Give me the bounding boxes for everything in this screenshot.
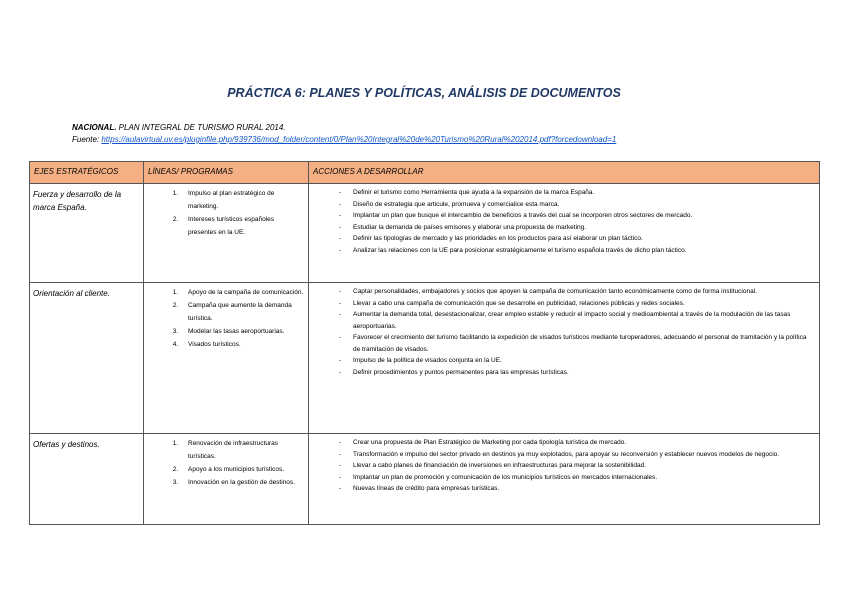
accion-item: - Captar personalidades, embajadores y socios que apoyen la campaña de comunicación tanto económicamente como de forma institucional. xyxy=(339,286,815,298)
acciones-cell xyxy=(309,434,820,525)
table-header-row xyxy=(30,162,820,184)
accion-item: - Impulso de la política de visados conjunta en la UE. xyxy=(339,355,815,367)
programa-item: 1. Impulso al plan estratégico de marketing. xyxy=(180,187,304,213)
programa-item: 1. Apoyo de la campaña de comunicación. xyxy=(180,286,304,299)
programas-list xyxy=(144,286,304,351)
eje-cell: Orientación al cliente. xyxy=(30,283,144,434)
acciones-cell xyxy=(309,184,820,283)
programa-item: 4. Visados turísticos. xyxy=(180,338,304,351)
header-lineas: LÍNEAS/ PROGRAMAS xyxy=(144,162,309,184)
acciones-list xyxy=(309,286,815,378)
programas-cell xyxy=(144,184,309,283)
source-line xyxy=(72,134,616,146)
accion-item: - Llevar a cabo planes de financiación de inversiones en infraestructuras para mejorar la sostenibilidad. xyxy=(339,460,815,472)
accion-item: - Llevar a cabo una campaña de comunicación que se desarrolle en publicidad, relaciones públicas y redes sociales. xyxy=(339,298,815,310)
source-link[interactable]: https://aulavirtual.uv.es/pluginfile.php/939736/mod_folder/content/0/Plan%20Integral%20de%20Turismo%20Rural%202014.pdf?forcedownload=1 xyxy=(101,135,617,144)
accion-item: - Implantar un plan que busque el intercambio de beneficios a través del cual se incorporen otros sectores de mercado. xyxy=(339,210,815,222)
fuente-label: Fuente: xyxy=(72,135,102,144)
programa-item: 2. Apoyo a los municipios turísticos. xyxy=(180,463,304,476)
accion-item: - Nuevas líneas de crédito para empresas turísticas. xyxy=(339,483,815,495)
plan-title: PLAN INTEGRAL DE TURISMO RURAL 2014. xyxy=(116,123,286,132)
eje-cell: Fuerza y desarrollo de la marca España. xyxy=(30,184,144,283)
strategy-table xyxy=(29,161,820,525)
programa-item: 1. Renovación de infraestructuras turísticas. xyxy=(180,437,304,463)
accion-item: - Diseño de estrategia que articule, promueva y comercialice esta marca. xyxy=(339,199,815,211)
accion-item: - Definir las tipologías de mercado y las prioridades en los productos para así elaborar un plan táctico. xyxy=(339,233,815,245)
accion-item: - Transformación e impulso del sector privado en destinos ya muy explotados, para apoyar su reconversión y establecer nuevos modelos de negocio. xyxy=(339,449,815,461)
eje-cell: Ofertas y destinos. xyxy=(30,434,144,525)
table-row xyxy=(30,283,820,434)
accion-item: - Estudiar la demanda de países emisores y elaborar una propuesta de marketing. xyxy=(339,222,815,234)
accion-item: - Definir procedimientos y puntos permanentes para las empresas turísticas. xyxy=(339,367,815,379)
acciones-cell xyxy=(309,283,820,434)
accion-item: - Analizar las relaciones con la UE para posicionar estratégicamente el turismo española través de dicho plan táctico. xyxy=(339,245,815,257)
programas-cell xyxy=(144,434,309,525)
document-title: PRÁCTICA 6: PLANES Y POLÍTICAS, ANÁLISIS DE DOCUMENTOS xyxy=(227,86,621,100)
programas-list xyxy=(144,437,304,489)
header-ejes: EJES ESTRATÉGICOS xyxy=(30,162,144,184)
acciones-list xyxy=(309,437,815,495)
programas-cell xyxy=(144,283,309,434)
programa-item: 2. Campaña que aumente la demanda turística. xyxy=(180,299,304,325)
table-row xyxy=(30,184,820,283)
accion-item: - Definir el turismo como Herramienta que ayuda a la expansión de la marca España. xyxy=(339,187,815,199)
table-row xyxy=(30,434,820,525)
accion-item: - Implantar un plan de promoción y comunicación de los municipios turísticos en mercados internacionales. xyxy=(339,472,815,484)
accion-item: - Aumentar la demanda total, desestacionalizar, crear empleo estable y reducir el impacto social y medioambiental a través de la modulación de las tasas aeroportuarias. xyxy=(339,309,815,332)
programa-item: 2. Intereses turísticos españoles presentes en la UE. xyxy=(180,213,304,239)
programa-item: 3. Innovación en la gestión de destinos. xyxy=(180,476,304,489)
acciones-list xyxy=(309,187,815,256)
plan-name xyxy=(72,122,616,134)
source-block xyxy=(72,122,616,146)
programas-list xyxy=(144,187,304,239)
accion-item: - Crear una propuesta de Plan Estratégico de Marketing por cada tipología turística de mercado. xyxy=(339,437,815,449)
accion-item: - Favorecer el crecimiento del turismo facilitando la expedición de visados turísticos mediante turoperadores, adecuando el personal de tramitación y la política de tramitación de visados. xyxy=(339,332,815,355)
scope-label: NACIONAL. xyxy=(72,123,117,132)
programa-item: 3. Modelar las tasas aeroportuarias. xyxy=(180,325,304,338)
header-acciones: ACCIONES A DESARROLLAR xyxy=(309,162,820,184)
